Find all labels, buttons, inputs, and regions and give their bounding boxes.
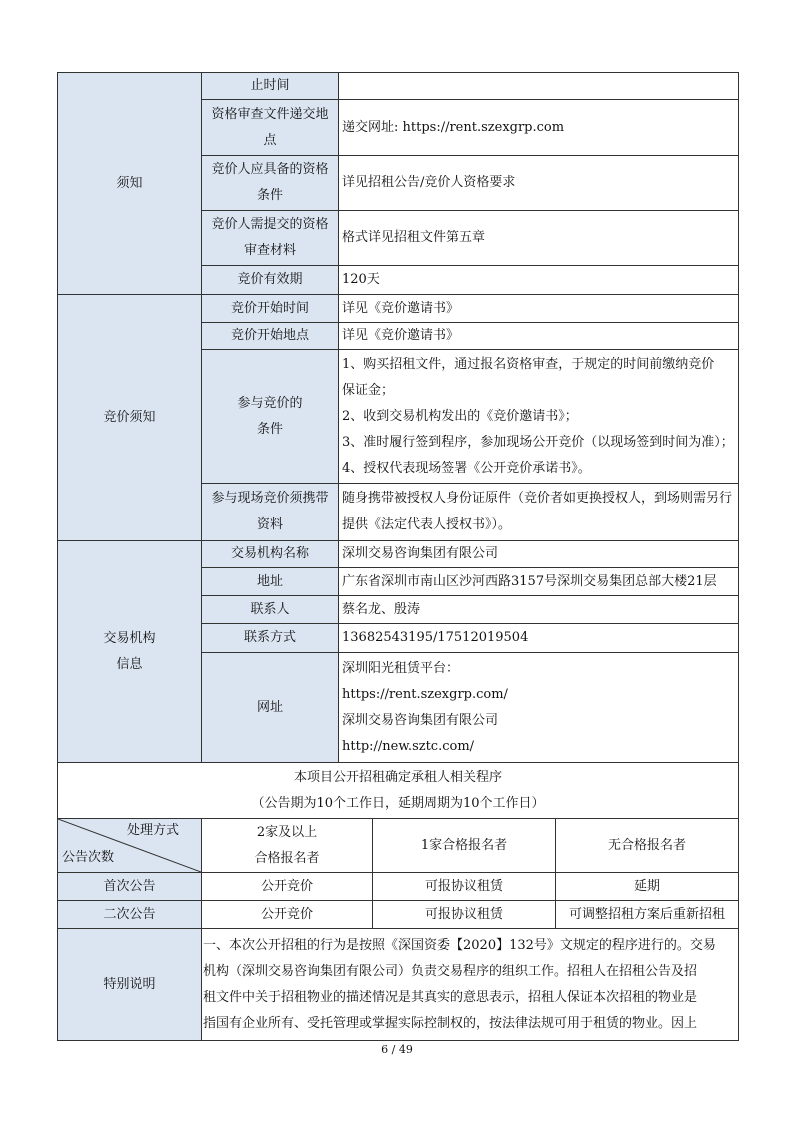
table-cell: 可报协议租赁	[373, 901, 556, 929]
row-value: 格式详见招租文件第五章	[339, 211, 739, 266]
row-label: 二次公告	[58, 901, 202, 929]
label-line: 资料	[256, 517, 283, 532]
diagonal-header-cell	[58, 819, 202, 873]
label-line: 参与现场竞价须携带	[211, 491, 329, 506]
row-value: 深圳交易咨询集团有限公司	[339, 541, 739, 568]
row-label: 竞价有效期	[202, 266, 339, 295]
col-header: 1家合格报名者	[373, 819, 556, 873]
section1-title: 须知	[58, 73, 202, 295]
table-cell: 公开竞价	[202, 873, 373, 901]
label-line: 条件	[256, 188, 283, 203]
row-label	[202, 350, 339, 484]
label-line: 审查材料	[243, 243, 296, 258]
label-line: 竞价人应具备的资格	[211, 162, 329, 177]
text-line: 租文件中关于招租物业的描述情况是其真实的意思表示，招租人保证本次招租的物业是	[203, 989, 698, 1005]
diag-top-label: 处理方式	[126, 823, 179, 838]
materials-text	[339, 484, 739, 541]
label-line: 条件	[256, 421, 283, 437]
table-cell: 可调整招租方案后重新招租	[556, 901, 739, 929]
label-line: 参与竞价的	[237, 395, 303, 411]
row-label: 止时间	[202, 73, 339, 100]
label-line: 资格审查文件递交地	[211, 106, 329, 122]
row-label	[202, 100, 339, 156]
text-line: 随身携带被授权人身份证原件（竞价者如更换授权人，到场则需另行	[342, 491, 733, 506]
table-cell: 延期	[556, 873, 739, 901]
row-value: 蔡名龙、殷涛	[339, 596, 739, 624]
row-label: 联系方式	[202, 624, 339, 653]
procedure-title-line: 本项目公开招租确定承租人相关程序	[294, 769, 503, 785]
row-label: 交易机构名称	[202, 541, 339, 568]
text-line: 2、收到交易机构发出的《竞价邀请书》；	[342, 408, 578, 424]
procedure-subtitle-line: （公告期为10个工作日，延期周期为10个工作日）	[251, 795, 545, 811]
table-cell: 公开竞价	[202, 901, 373, 929]
row-value: 详见《竞价邀请书》	[339, 295, 739, 323]
col-header: 无合格报名者	[556, 819, 739, 873]
text-line: 一、本次公开招租的行为是按照《深国资委【2020】132号》文规定的程序进行的。交易	[203, 937, 716, 953]
row-value: 递交网址: https://rent.szexgrp.com	[339, 100, 739, 156]
row-label: 首次公告	[58, 873, 202, 901]
title-line: 交易机构	[103, 630, 156, 646]
page-number: 6 / 49	[381, 1043, 413, 1056]
text-line: 保证金；	[342, 382, 395, 398]
website-link[interactable]: http://new.sztc.com/	[342, 738, 475, 754]
text-line: 机构（深圳交易咨询集团有限公司）负责交易程序的组织工作。招租人在招租公告及招	[203, 963, 698, 979]
col-header	[202, 819, 373, 873]
text-line: 深圳交易咨询集团有限公司	[342, 712, 499, 728]
section3-title	[58, 541, 202, 763]
table-cell: 可报协议租赁	[373, 873, 556, 901]
text-line: 深圳阳光租赁平台：	[342, 660, 460, 676]
section2-title: 竞价须知	[58, 295, 202, 541]
row-label	[202, 484, 339, 541]
row-value: 详见《竞价邀请书》	[339, 323, 739, 350]
website-link[interactable]: https://rent.szexgrp.com/	[342, 686, 508, 702]
row-label	[202, 211, 339, 266]
row-value	[339, 73, 739, 100]
label-line: 竞价人需提交的资格	[211, 217, 329, 232]
procedure-title	[58, 763, 739, 819]
row-value: 13682543195/17512019504	[339, 624, 739, 653]
row-value: 详见招租公告/竞价人资格要求	[339, 156, 739, 211]
row-label: 联系人	[202, 596, 339, 624]
special-title: 特别说明	[58, 929, 202, 1041]
text-line: 1、购买招租文件，通过报名资格审查，于规定的时间前缴纳竞价	[342, 356, 715, 372]
row-label	[202, 156, 339, 211]
special-text	[202, 929, 739, 1041]
website-text	[339, 653, 739, 763]
title-line: 信息	[116, 656, 143, 672]
text-line: 4、授权代表现场签署《公开竞价承诺书》。	[342, 460, 591, 476]
text-line: 指国有企业所有、受托管理或掌握实际控制权的，按法律法规可用于租赁的物业。因上	[203, 1015, 698, 1031]
label-line: 点	[263, 132, 277, 148]
row-label: 网址	[202, 653, 339, 763]
row-label: 竞价开始地点	[202, 323, 339, 350]
col-header-line: 2家及以上	[256, 824, 318, 840]
conditions-text	[339, 350, 739, 484]
row-label: 竞价开始时间	[202, 295, 339, 323]
text-line: 3、准时履行签到程序，参加现场公开竞价（以现场签到时间为准）；	[342, 434, 734, 450]
diag-bottom-label: 公告次数	[62, 850, 115, 865]
text-line: 提供《法定代表人授权书》）。	[342, 517, 512, 532]
document-table	[57, 72, 739, 1041]
row-value: 广东省深圳市南山区沙河西路3157号深圳交易集团总部大楼21层	[339, 568, 739, 596]
row-label: 地址	[202, 568, 339, 596]
col-header-line: 合格报名者	[254, 850, 320, 866]
row-value: 120天	[339, 266, 739, 295]
